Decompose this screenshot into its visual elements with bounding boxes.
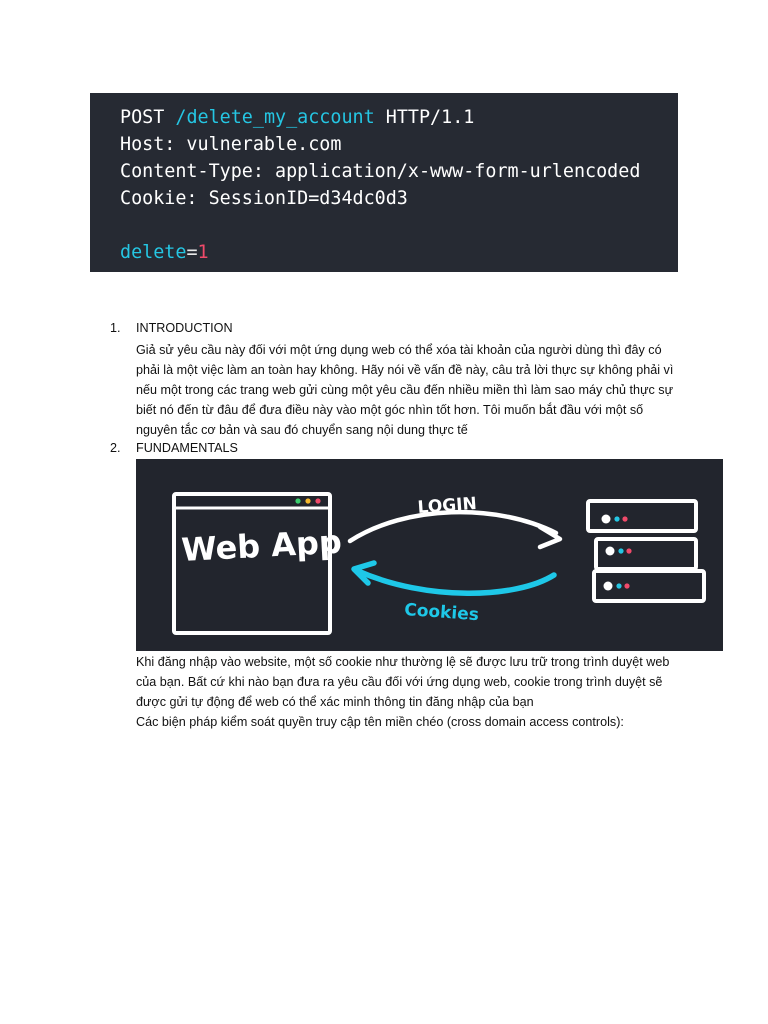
paragraph-line: được gửi tự động để web có thể xác minh thông tin đăng nhập của bạn [136, 695, 534, 709]
code-version: HTTP/1.1 [374, 107, 475, 128]
cookies-label: Cookies [403, 600, 480, 626]
section-paragraph [136, 340, 674, 440]
code-body-line [120, 239, 678, 266]
code-body-eq: = [186, 242, 198, 263]
section-title: FUNDAMENTALS [136, 441, 238, 455]
code-path: /delete_my_account [175, 107, 375, 128]
window-dot-yellow [305, 498, 310, 503]
code-blank-line [120, 212, 678, 239]
login-label: LOGIN [416, 493, 478, 518]
paragraph-line: nếu một trong các trang web gửi cùng một yêu cầu đến nhiều miền thì làm sao máy chủ thực sự [136, 383, 674, 397]
window-dot-red [315, 498, 320, 503]
code-cookie-line: Cookie: SessionID=d34dc0d3 [120, 188, 408, 209]
server-stack-icon [588, 501, 704, 601]
section-number: 1. [110, 321, 121, 335]
code-body-key: delete [120, 242, 187, 263]
section-title: INTRODUCTION [136, 321, 233, 335]
paragraph-line: của bạn. Bất cứ khi nào bạn đưa ra yêu cầu đối với ứng dụng web, cookie trong trình duyệt sẽ [136, 675, 663, 689]
login-cookies-illustration [136, 459, 723, 651]
login-arrow [350, 494, 560, 547]
section-number: 2. [110, 441, 121, 455]
http-request-code-block [90, 93, 678, 272]
paragraph-line: nguyên tắc cơ bản và sau đó chuyển sang nội dung thực tế [136, 423, 468, 437]
section-paragraph [136, 652, 670, 732]
code-content-type-line: Content-Type: application/x-www-form-urlencoded [120, 161, 641, 182]
webapp-label: Web App [180, 522, 343, 569]
webapp-window [174, 494, 343, 633]
code-request-line [120, 104, 678, 131]
paragraph-line: Giả sử yêu cầu này đối với một ứng dụng web có thể xóa tài khoản của người dùng thì đây có [136, 343, 662, 357]
paragraph-line: biết nó đến từ đâu để đưa điều này vào một góc nhìn tốt hơn. Tôi muốn bắt đầu với một số [136, 403, 644, 417]
window-dot-green [295, 498, 300, 503]
paragraph-line: phải là một việc làm an toàn hay không. Hãy nói về vấn đề này, câu trả lời thực sự không phải vì [136, 363, 674, 377]
cookies-arrow [354, 563, 554, 625]
code-host-line: Host: vulnerable.com [120, 134, 342, 155]
paragraph-line: Các biện pháp kiểm soát quyền truy cập tên miền chéo (cross domain access controls): [136, 715, 624, 729]
paragraph-line: Khi đăng nhập vào website, một số cookie như thường lệ sẽ được lưu trữ trong trình duyệt web [136, 655, 670, 669]
code-method: POST [120, 107, 176, 128]
code-body-value: 1 [197, 242, 209, 263]
illustration-svg [136, 459, 723, 651]
